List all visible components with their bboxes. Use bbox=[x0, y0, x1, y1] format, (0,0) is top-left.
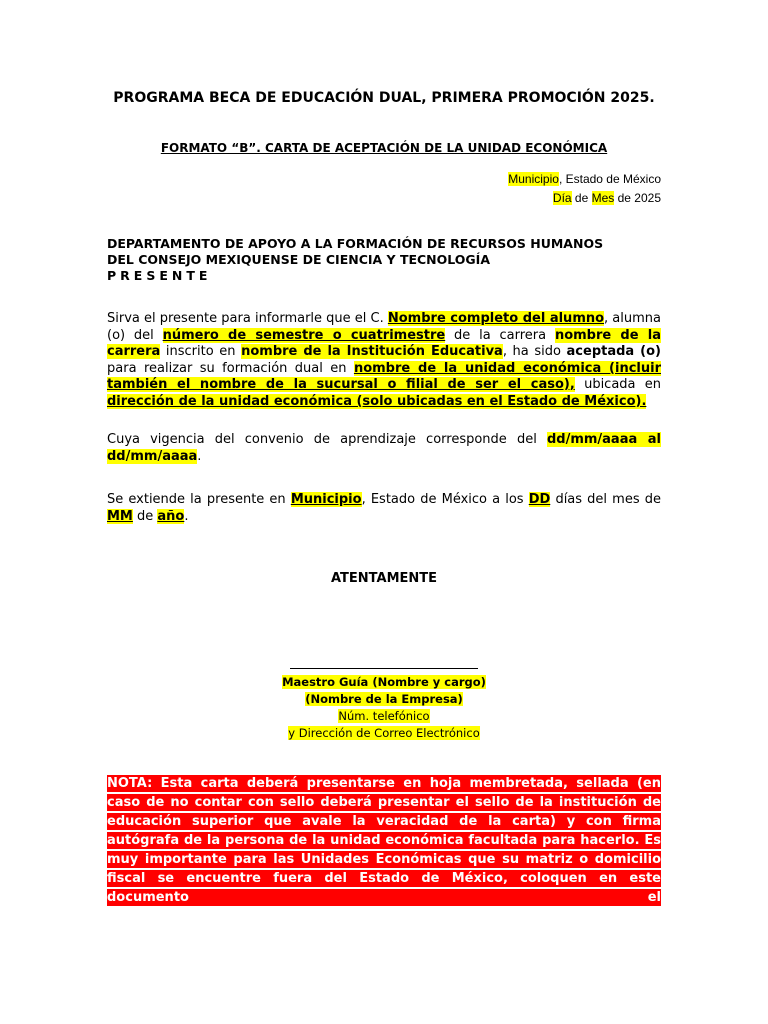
closing-atentamente: ATENTAMENTE bbox=[330, 571, 438, 586]
direccion-placeholder: dirección de la unidad económica (solo ubicadas en el Estado de México). bbox=[107, 393, 647, 409]
text: , ha sido bbox=[502, 344, 567, 359]
document-title: PROGRAMA BECA DE EDUCACIÓN DUAL, PRIMERA PROMOCIÓN 2025. bbox=[113, 90, 655, 106]
estado-text: , Estado de México bbox=[558, 172, 661, 186]
signature-block bbox=[0, 654, 768, 742]
text: Cuya vigencia del convenio de aprendizaje corresponde del bbox=[107, 432, 547, 447]
paragraph-acceptance bbox=[107, 311, 661, 410]
institucion-placeholder: nombre de la Institución Educativa bbox=[241, 344, 503, 359]
company-name: (Nombre de la Empresa) bbox=[305, 692, 463, 706]
nota-block bbox=[107, 774, 661, 907]
year-text: de 2025 bbox=[614, 191, 661, 205]
anio-placeholder: año bbox=[157, 508, 185, 524]
company-row bbox=[0, 691, 768, 708]
mes-placeholder: Mes bbox=[591, 191, 615, 205]
municipio-placeholder-2: Municipio bbox=[290, 492, 362, 507]
nota-text: NOTA: Esta carta deberá presentarse en hoja membretada, sellada (en caso de no contar con sello deberá presentar el sello de la institución de educación superior que avale la veracidad de la carta) y con firma autógrafa de la persona de la unidad económica facultada para hacerlo. Es muy importante para las Unidades Económicas que su matriz o domicilio fiscal se encuentre fuera del Estado de México, coloquen en este documento el bbox=[107, 776, 661, 905]
text: de la carrera bbox=[445, 327, 555, 343]
paragraph-vigencia bbox=[107, 432, 661, 465]
text: , Estado de México a los bbox=[361, 492, 529, 507]
dd-placeholder: DD bbox=[528, 492, 551, 507]
text: Sirva el presente para informarle que el C. bbox=[107, 311, 388, 326]
signature-line bbox=[290, 654, 478, 669]
fecha-placeholder: dd/mm/aaaa al dd/mm/aaaa bbox=[107, 432, 662, 464]
email-row bbox=[0, 725, 768, 742]
signer-name: Maestro Guía (Nombre y cargo) bbox=[282, 675, 486, 689]
date-block bbox=[508, 170, 661, 208]
mm-placeholder: MM bbox=[107, 508, 133, 524]
recipient-line-2: DEL CONSEJO MEXIQUENSE DE CIENCIA Y TECNOLOGÍA bbox=[107, 252, 491, 267]
email-placeholder: y Dirección de Correo Electrónico bbox=[288, 726, 480, 740]
unidad-placeholder: nombre de la unidad económica (incluir también el nombre de la sucursal o filial de ser el caso), bbox=[107, 360, 661, 392]
aceptada-text: aceptada (o) bbox=[566, 344, 661, 359]
presente-label: PRESENTE bbox=[107, 268, 212, 283]
text: ubicada en bbox=[574, 377, 662, 392]
text: inscrito en bbox=[160, 344, 242, 359]
phone-row bbox=[0, 708, 768, 725]
alumno-placeholder: Nombre completo del alumno bbox=[387, 311, 605, 326]
recipient-line-1: DEPARTAMENTO DE APOYO A LA FORMACIÓN DE RECURSOS HUMANOS bbox=[107, 236, 604, 251]
date-line bbox=[508, 189, 661, 208]
text: para realizar su formación dual en bbox=[107, 360, 354, 376]
semestre-placeholder: número de semestre o cuatrimestre bbox=[162, 327, 446, 343]
text: Se extiende la presente en bbox=[107, 492, 291, 507]
paragraph-extiende bbox=[107, 492, 661, 525]
text: . bbox=[197, 448, 202, 464]
place-line bbox=[508, 170, 661, 189]
text: de bbox=[132, 508, 158, 524]
text: días del mes de bbox=[550, 492, 661, 507]
document-subtitle: FORMATO “B”. CARTA DE ACEPTACIÓN DE LA UNIDAD ECONÓMICA bbox=[160, 141, 608, 155]
signature-line-wrap bbox=[0, 654, 768, 674]
date-connector: de bbox=[571, 191, 592, 205]
text: , alumna (o) del bbox=[107, 311, 661, 343]
phone-placeholder: Núm. telefónico bbox=[338, 709, 430, 723]
carrera-placeholder: nombre de la carrera bbox=[107, 327, 661, 359]
recipient-block bbox=[107, 236, 603, 284]
municipio-placeholder: Municipio bbox=[508, 172, 559, 186]
text: . bbox=[184, 508, 189, 524]
signer-name-row bbox=[0, 674, 768, 691]
dia-placeholder: Día bbox=[552, 191, 572, 205]
